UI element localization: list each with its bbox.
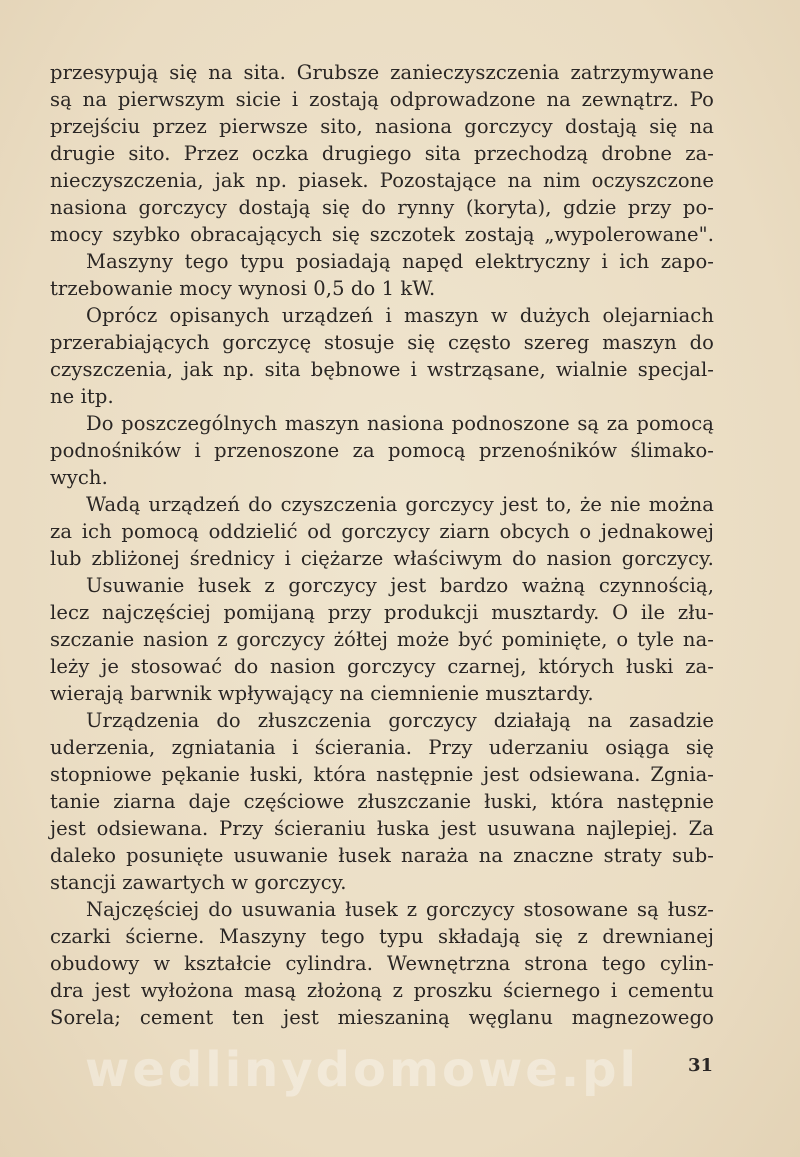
text-line: za ich pomocą oddzielić od gorczycy ziarn obcych o jednakowej xyxy=(50,520,714,543)
page-number: 31 xyxy=(688,1055,714,1076)
text-line: szczanie nasion z gorczycy żółtej może być pominięte, o tyle na- xyxy=(50,628,714,651)
text-line: mocy szybko obracających się szczotek zostają „wypolerowane". xyxy=(50,223,714,246)
text-line: Sorela; cement ten jest mieszaniną węglanu magnezowego xyxy=(50,1006,714,1029)
text-line: dra jest wyłożona masą złożoną z proszku ściernego i cementu xyxy=(50,979,714,1002)
text-line: przejściu przez pierwsze sito, nasiona gorczycy dostają się na xyxy=(50,115,714,138)
text-line: Usuwanie łusek z gorczycy jest bardzo ważną czynnością, xyxy=(86,574,714,597)
text-line: Urządzenia do złuszczenia gorczycy działają na zasadzie xyxy=(86,709,714,732)
text-line: Najczęściej do usuwania łusek z gorczycy stosowane są łusz- xyxy=(86,898,714,921)
text-line: wierają barwnik wpływający na ciemnienie musztardy. xyxy=(50,682,594,705)
text-line: przerabiających gorczycę stosuje się często szereg maszyn do xyxy=(50,331,714,354)
text-line: jest odsiewana. Przy ścieraniu łuska jest usuwana najlepiej. Za xyxy=(50,817,714,840)
text-line: uderzenia, zgniatania i ścierania. Przy uderzaniu osiąga się xyxy=(50,736,714,759)
text-line: stopniowe pękanie łuski, która następnie jest odsiewana. Zgnia- xyxy=(50,763,714,786)
text-line: ne itp. xyxy=(50,385,114,408)
text-line: są na pierwszym sicie i zostają odprowadzone na zewnątrz. Po xyxy=(50,88,714,111)
text-line: Do poszczególnych maszyn nasiona podnoszone są za pomocą xyxy=(86,412,714,435)
watermark: wedlinydomowe.pl xyxy=(85,1042,639,1098)
text-line: leży je stosować do nasion gorczycy czarnej, których łuski za- xyxy=(50,655,714,678)
body-text xyxy=(50,59,714,1031)
text-line: trzebowanie mocy wynosi 0,5 do 1 kW. xyxy=(50,277,436,300)
text-line: lecz najczęściej pomijaną przy produkcji musztardy. O ile złu- xyxy=(50,601,714,624)
text-line: tanie ziarna daje częściowe złuszczanie łuski, która następnie xyxy=(50,790,714,813)
text-line: lub zbliżonej średnicy i ciężarze właściwym do nasion gorczycy. xyxy=(50,547,714,570)
text-line: Oprócz opisanych urządzeń i maszyn w dużych olejarniach xyxy=(86,304,714,327)
text-line: drugie sito. Przez oczka drugiego sita przechodzą drobne za- xyxy=(50,142,714,165)
text-line: czarki ścierne. Maszyny tego typu składają się z drewnianej xyxy=(50,925,714,948)
text-line: Maszyny tego typu posiadają napęd elektryczny i ich zapo- xyxy=(86,250,714,273)
text-line: nieczyszczenia, jak np. piasek. Pozostające na nim oczyszczone xyxy=(50,169,714,192)
text-line: przesypują się na sita. Grubsze zanieczyszczenia zatrzymywane xyxy=(50,61,714,84)
text-line: czyszczenia, jak np. sita bębnowe i wstrząsane, wialnie specjal- xyxy=(50,358,714,381)
text-line: stancji zawartych w gorczycy. xyxy=(50,871,347,894)
text-line: daleko posunięte usuwanie łusek naraża na znaczne straty sub- xyxy=(50,844,714,867)
text-line: obudowy w kształcie cylindra. Wewnętrzna strona tego cylin- xyxy=(50,952,714,975)
text-line: podnośników i przenoszone za pomocą przenośników ślimako- xyxy=(50,439,714,462)
text-line: nasiona gorczycy dostają się do rynny (koryta), gdzie przy po- xyxy=(50,196,714,219)
text-line: wych. xyxy=(50,466,108,489)
text-line: Wadą urządzeń do czyszczenia gorczycy jest to, że nie można xyxy=(86,493,714,516)
